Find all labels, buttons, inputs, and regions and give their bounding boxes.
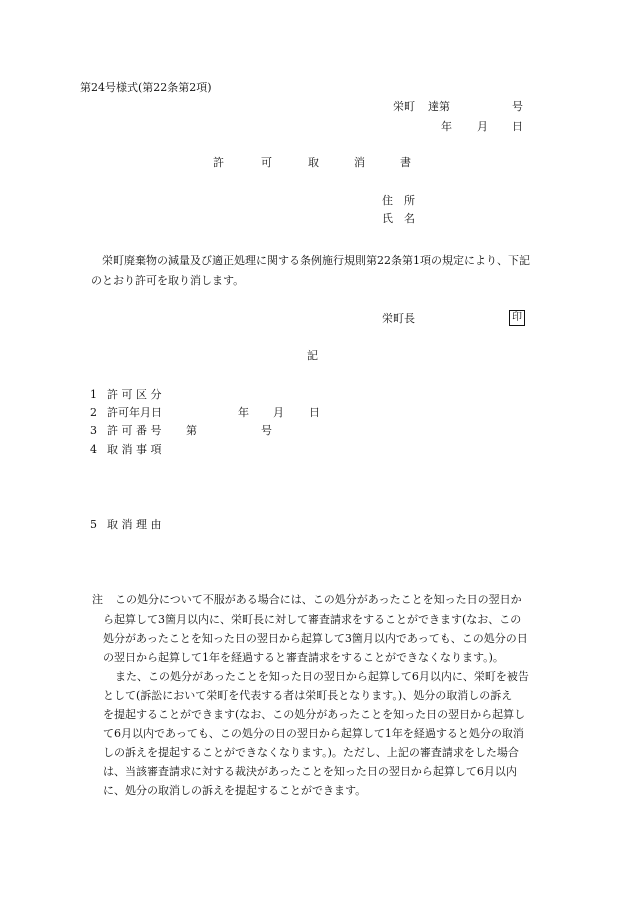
header-date-day: 日 [512, 120, 523, 133]
item-label: 許 可 区 分 [107, 388, 162, 401]
body-line-1: 栄町廃棄物の減量及び適正処理に関する条例施行規則第22条第1項の規定により、下記 [102, 254, 530, 267]
item-number-prefix: 第 [186, 424, 197, 437]
title-char-2: 可 [261, 156, 272, 169]
item-label: 取 消 事 項 [107, 443, 162, 456]
item-number: 2 [90, 406, 97, 419]
note-line: ら起算して3箇月以内に、栄町長に対して審査請求をすることができます(なお、この [103, 613, 522, 626]
title-char-1: 許 [213, 156, 224, 169]
seal-mark: 印 [509, 310, 525, 326]
header-date-month: 月 [477, 120, 488, 133]
note-line: この処分について不服がある場合には、この処分があったことを知った日の翌日か [115, 593, 522, 606]
form-label: 第24号様式(第22条第2項) [80, 81, 212, 94]
item-day: 日 [309, 406, 320, 419]
note-line: しの訴えを提起することができなくなります。)。ただし、上記の審査請求をした場合 [103, 746, 519, 759]
item-number: 1 [90, 388, 97, 401]
item-label: 取 消 理 由 [107, 518, 162, 531]
notice-no-suffix: 号 [512, 100, 523, 113]
note-line: として(訴訟において栄町を代表する者は栄町長となります。)、処分の取消しの訴え [103, 689, 513, 702]
header-date-year: 年 [441, 120, 452, 133]
title-char-4: 消 [354, 156, 365, 169]
note-line: は、当該審査請求に対する裁決があったことを知った日の翌日から起算して6月以内 [103, 765, 517, 778]
note-line: に、処分の取消しの訴えを提起することができます。 [103, 784, 367, 797]
ki-heading: 記 [307, 349, 318, 362]
item-year: 年 [238, 406, 249, 419]
item-month: 月 [273, 406, 284, 419]
item-number: 3 [90, 424, 97, 437]
item-label: 許 可 番 号 [107, 424, 162, 437]
item-number: 4 [90, 443, 97, 456]
notice-no-prefix: 達第 [428, 100, 450, 113]
note-line: また、この処分があったことを知った日の翌日から起算して6月以内に、栄町を被告 [115, 670, 529, 683]
item-number: 5 [90, 518, 97, 531]
note-line: の翌日から起算して1年を経過すると審査請求をすることができなくなります。)。 [103, 651, 504, 664]
issuer: 栄町 [393, 100, 415, 113]
address-label: 住 所 [382, 194, 415, 207]
item-number-suffix: 号 [261, 424, 272, 437]
note-line: を提起することができます(なお、この処分があったことを知った日の翌日から起算し [103, 708, 526, 721]
title-char-5: 書 [400, 156, 411, 169]
signatory-title: 栄町長 [382, 312, 415, 325]
name-label: 氏 名 [382, 212, 415, 225]
note-label: 注 [92, 593, 103, 606]
title-char-3: 取 [308, 156, 319, 169]
body-line-2: のとおり許可を取り消します。 [91, 274, 245, 287]
note-line: て6月以内であっても、この処分の日の翌日から起算して1年を経過すると処分の取消 [103, 727, 524, 740]
note-line: 処分があったことを知った日の翌日から起算して3箇月以内であっても、この処分の日 [103, 632, 528, 645]
item-label: 許可年月日 [107, 406, 162, 419]
